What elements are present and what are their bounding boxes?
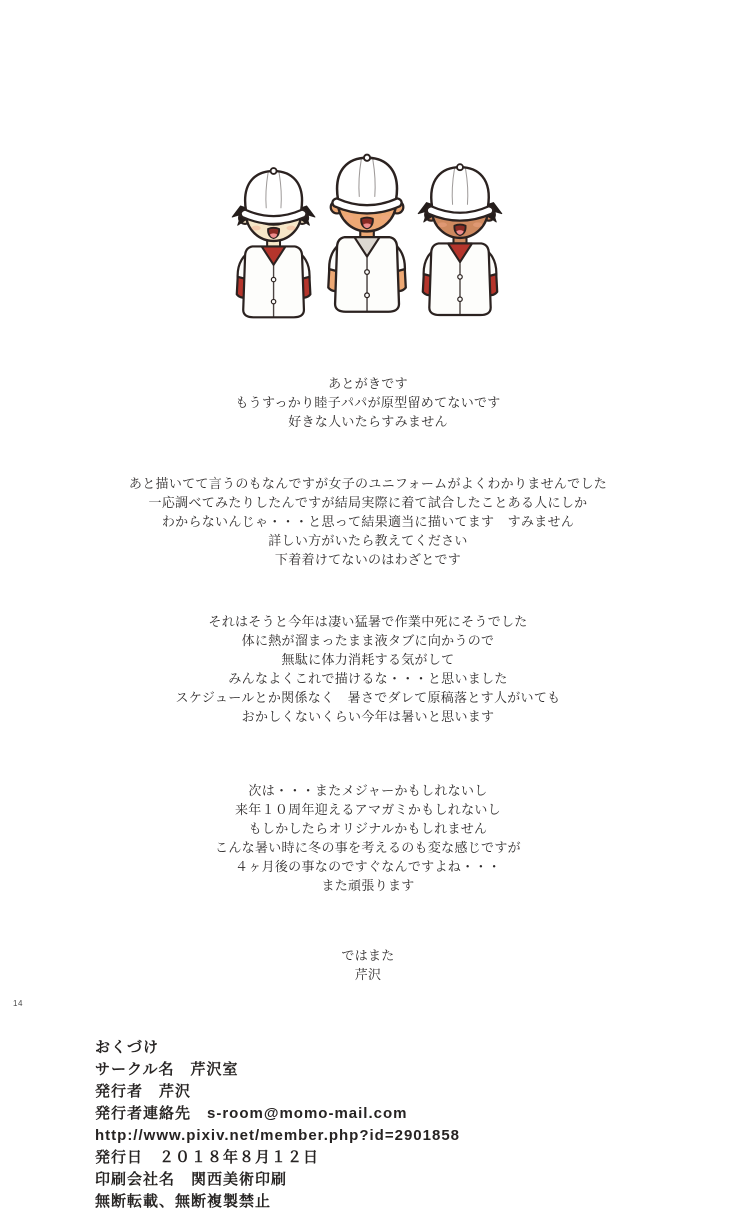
baseball-boys-svg bbox=[222, 150, 514, 334]
afterword-paragraph-2: あと描いてて言うのもなんですが女子のユニフォームがよくわかりませんでした 一応調べてみたりしたんですが結局実際に着て試合したことある人にしか わからないんじゃ・・・と思って結果適当に描いてます すみません 詳しい方がいたら教えてください 下着着けてないのはわざとです bbox=[128, 476, 608, 567]
colophon: おくづけ サークル名 芹沢室 発行者 芹沢 発行者連絡先 s-room@momo-mail.com http://www.pixiv.net/member.php?id=2901858 発行日 ２０１８年８月１２日 印刷会社名 関西美術印刷 無断転載、無断複製禁止 bbox=[95, 1039, 460, 1210]
afterword-signoff: ではまた 芹沢 bbox=[341, 948, 395, 982]
player-middle bbox=[323, 155, 410, 312]
three-baseball-players-illustration bbox=[222, 150, 514, 334]
afterword-paragraph-4: 次は・・・またメジャーかもしれないし 来年１０周年迎えるアマガミかもしれないし もしかしたらオリジナルかもしれません こんな暑い時に冬の事を考えるのも変な感じですが ４ヶ月後の事なのですぐなんですよね・・・ また頑張ります bbox=[215, 783, 521, 893]
player-right bbox=[418, 164, 502, 315]
afterword-paragraph-1: あとがきです もうすっかり睦子パパが原型留めてないです 好きな人いたらすみません bbox=[235, 376, 501, 429]
afterword-paragraph-3: それはそうと今年は凄い猛暑で作業中死にそうでした 体に熱が溜まったまま液タブに向かうので 無駄に体力消耗する気がして みんなよくこれで描けるな・・・と思いました スケジュールとか関係なく 暑さでダレて原稿落とす人がいても おかしくないくらい今年は暑いと思います bbox=[175, 614, 561, 724]
page-number: 14 bbox=[13, 999, 23, 1008]
player-left bbox=[232, 168, 315, 317]
afterword-text bbox=[0, 336, 736, 1027]
